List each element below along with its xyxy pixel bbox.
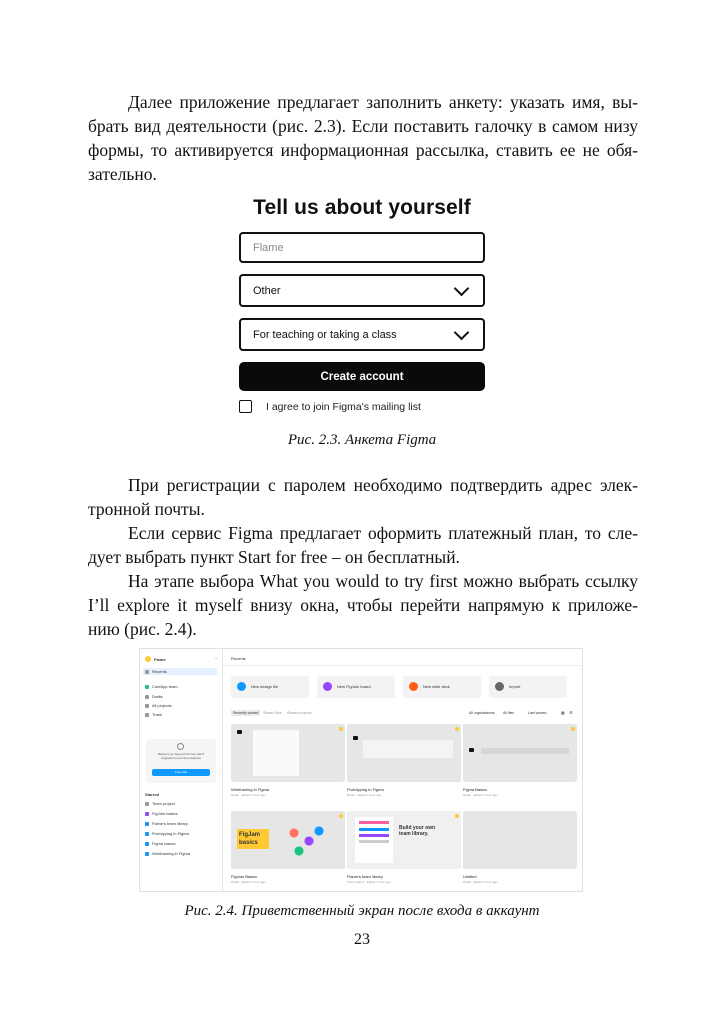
file-meta: Drafts · Edited 1 hour ago bbox=[231, 880, 266, 884]
figma-logo-icon bbox=[353, 736, 358, 740]
new-slide-deck-button[interactable] bbox=[403, 676, 481, 698]
name-placeholder: Flame bbox=[253, 241, 284, 254]
starred-item-label: Prototyping in Figma bbox=[152, 831, 189, 836]
sidebar-item-label: All projects bbox=[152, 703, 172, 708]
team-switcher[interactable] bbox=[145, 684, 178, 689]
page-number: 23 bbox=[354, 931, 370, 948]
new-figjam-board-button[interactable] bbox=[317, 676, 395, 698]
starred-item-label: Team project bbox=[152, 801, 175, 806]
file-card-prototyping[interactable] bbox=[347, 724, 461, 782]
file-title: Wireframing in Figma bbox=[231, 787, 270, 792]
starred-item[interactable] bbox=[145, 821, 188, 826]
page-title: Recents bbox=[231, 656, 246, 661]
chevron-down-icon bbox=[454, 324, 470, 340]
file-meta: Drafts · Edited 1 hour ago bbox=[463, 793, 498, 797]
file-title: Untitled bbox=[463, 874, 477, 879]
plus-icon bbox=[323, 682, 332, 691]
team-icon bbox=[145, 802, 149, 806]
trash-icon bbox=[145, 713, 149, 717]
purpose-value: For teaching or taking a class bbox=[253, 328, 397, 341]
text-line: На этапе выбора What you would to try first можно выбрать ссылку bbox=[128, 571, 638, 591]
purpose-select[interactable] bbox=[239, 318, 485, 351]
wireframe-thumbnail bbox=[253, 730, 299, 776]
divider bbox=[223, 665, 582, 666]
main-area bbox=[223, 649, 582, 891]
list-view-icon[interactable]: ☰ bbox=[569, 710, 573, 715]
sidebar-item-trash[interactable] bbox=[145, 712, 162, 717]
starred-item[interactable] bbox=[145, 811, 178, 816]
design-file-icon bbox=[145, 842, 149, 846]
text-line: брать вид деятельности (рис. 2.3). Если поставить галочку в самом низу bbox=[88, 116, 638, 136]
star-icon[interactable] bbox=[455, 814, 459, 818]
grid-icon bbox=[145, 704, 149, 708]
file-card-wireframing[interactable] bbox=[231, 724, 345, 782]
design-file-icon bbox=[145, 822, 149, 826]
mailing-list-checkbox[interactable] bbox=[239, 400, 252, 413]
starred-item-label: Wireframing in Figma bbox=[152, 851, 191, 856]
role-value: Other bbox=[253, 284, 281, 297]
figure-caption: Рис. 2.4. Приветственный экран после входа в аккаунт bbox=[184, 903, 540, 919]
design-file-icon bbox=[145, 832, 149, 836]
text-line: формы, то активируется информационная рассылка, ставить ее не обя- bbox=[88, 140, 638, 160]
starred-item-label: Figma basics bbox=[152, 841, 176, 846]
form-title: Tell us about yourself bbox=[253, 196, 471, 219]
file-card-figma-basics[interactable] bbox=[463, 724, 577, 782]
basics-thumbnail bbox=[481, 748, 569, 754]
upgrade-text: Ready to go beyond this free plan? Upgrade for premium features bbox=[157, 752, 205, 760]
team-name: ConfApp team bbox=[152, 684, 178, 689]
action-label: New FigJam board bbox=[337, 684, 371, 689]
starred-item[interactable] bbox=[145, 851, 190, 856]
prototype-thumbnail bbox=[363, 740, 453, 758]
new-design-file-button[interactable] bbox=[231, 676, 309, 698]
upgrade-icon bbox=[177, 743, 184, 750]
sidebar-item-label: Recents bbox=[152, 669, 167, 674]
mailing-list-label: I agree to join Figma's mailing list bbox=[266, 400, 421, 413]
file-title: Prototyping in Figma bbox=[347, 787, 384, 792]
name-input[interactable] bbox=[239, 232, 485, 263]
star-icon[interactable] bbox=[339, 814, 343, 818]
library-thumb-title: Build your own team library. bbox=[399, 825, 436, 837]
file-icon bbox=[145, 695, 149, 699]
text-line: Далее приложение предлагает заполнить анкету: указать имя, вы- bbox=[128, 92, 638, 112]
paragraph-registration bbox=[88, 473, 638, 641]
account-switcher[interactable] bbox=[145, 656, 166, 662]
text-line: При регистрации с паролем необходимо подтвердить адрес элек- bbox=[128, 475, 638, 495]
sidebar-item-projects[interactable] bbox=[145, 703, 172, 708]
sidebar-item-label: Trash bbox=[152, 712, 163, 717]
starred-heading: Starred bbox=[145, 792, 160, 797]
mailing-list-option[interactable] bbox=[239, 400, 485, 413]
file-meta: Drafts · Edited 1 hour ago bbox=[231, 793, 266, 797]
team-icon bbox=[145, 685, 149, 689]
text-line: нию (рис. 2.4). bbox=[88, 619, 197, 639]
sticker-thumbnail bbox=[279, 821, 329, 861]
action-label: Import bbox=[509, 684, 521, 689]
action-label: New slide deck bbox=[423, 684, 450, 689]
sidebar-item-recents[interactable] bbox=[143, 668, 217, 675]
text-line: зательно. bbox=[88, 164, 157, 184]
text-line: тронной почты. bbox=[88, 499, 205, 519]
user-name: Flame bbox=[154, 656, 166, 662]
file-title: Figma Basics bbox=[463, 787, 488, 792]
grid-view-icon[interactable]: ▦ bbox=[561, 710, 565, 715]
chevron-down-icon bbox=[454, 280, 470, 296]
design-file-icon bbox=[145, 852, 149, 856]
figjam-file-icon bbox=[145, 812, 149, 816]
figjam-thumb-line: FigJam bbox=[239, 832, 261, 838]
file-meta: Team project · Edited 1 hour ago bbox=[347, 880, 391, 884]
starred-item-label: FigJam basics bbox=[152, 811, 178, 816]
import-button[interactable] bbox=[489, 676, 567, 698]
text-line: Если сервис Figma предлагает оформить платежный план, то сле- bbox=[128, 523, 638, 543]
text-line: I’ll explore it myself внизу окна, чтобы перейти напрямую к приложе- bbox=[88, 595, 638, 615]
sort-last-viewed[interactable]: Last viewed bbox=[528, 711, 547, 715]
action-label: New design file bbox=[251, 684, 279, 689]
starred-item[interactable] bbox=[145, 831, 189, 836]
starred-item[interactable] bbox=[145, 841, 176, 846]
file-title: FigJam Basics bbox=[231, 874, 258, 879]
upgrade-card bbox=[146, 739, 216, 783]
starred-item[interactable] bbox=[145, 801, 175, 806]
figure-caption: Рис. 2.3. Анкета Figma bbox=[287, 432, 437, 448]
bell-icon[interactable]: ◦ bbox=[215, 656, 217, 662]
text-line: дует выбрать пункт Start for free – он бесплатный. bbox=[88, 547, 460, 567]
paragraph-intro bbox=[88, 90, 638, 186]
figjam-thumb-line: basics bbox=[239, 840, 258, 846]
figjam-title-block bbox=[237, 829, 269, 849]
star-icon[interactable] bbox=[571, 727, 575, 731]
free-trial-button[interactable]: Free trial bbox=[152, 769, 210, 776]
tab-recently-viewed[interactable]: Recently viewed bbox=[233, 711, 259, 715]
file-card-figjam-basics[interactable] bbox=[231, 811, 345, 869]
create-account-button[interactable]: Create account bbox=[239, 362, 485, 391]
plus-icon bbox=[409, 682, 418, 691]
file-card-untitled[interactable] bbox=[463, 811, 577, 869]
avatar bbox=[145, 656, 151, 662]
sidebar-item-drafts[interactable] bbox=[145, 694, 163, 699]
role-select[interactable] bbox=[239, 274, 485, 307]
starred-item-label: Flame's team library bbox=[152, 821, 188, 826]
plus-icon bbox=[237, 682, 246, 691]
file-meta: Drafts · Edited 1 hour ago bbox=[347, 793, 382, 797]
clock-icon bbox=[145, 670, 149, 674]
star-icon[interactable] bbox=[455, 727, 459, 731]
library-thumbnail bbox=[355, 817, 393, 863]
filter-organizations[interactable]: All organizations bbox=[469, 711, 495, 715]
sidebar-item-label: Drafts bbox=[152, 694, 163, 699]
star-icon[interactable] bbox=[339, 727, 343, 731]
file-card-team-library[interactable] bbox=[347, 811, 461, 869]
figma-logo-icon bbox=[469, 748, 474, 752]
sidebar bbox=[140, 649, 223, 891]
file-title: Flame's team library bbox=[347, 874, 383, 879]
figma-signup-form bbox=[239, 196, 485, 413]
filter-files[interactable]: All files bbox=[503, 711, 515, 715]
file-meta: Drafts · Edited 1 hour ago bbox=[463, 880, 498, 884]
figma-logo-icon bbox=[237, 730, 242, 734]
tab-shared-files[interactable]: Shared files bbox=[263, 711, 282, 715]
import-icon bbox=[495, 682, 504, 691]
figma-home-screenshot bbox=[139, 648, 583, 892]
tab-shared-projects[interactable]: Shared projects bbox=[287, 711, 312, 715]
